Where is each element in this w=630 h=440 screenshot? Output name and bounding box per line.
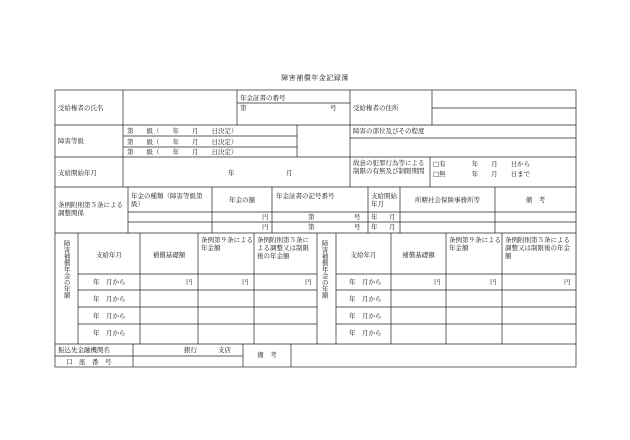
cert-go: 号 [330, 104, 337, 112]
from-row-right-1: 年 月から [349, 278, 382, 286]
adjust-start: 支給開始年月 [371, 192, 397, 208]
adjust-amount: 年金の額 [229, 196, 255, 204]
adjust-nen-1: 年 [371, 213, 378, 221]
start-nen: 年 [228, 169, 235, 177]
crime-limit-label: 故意の犯罪行為等による制限の有無及び制限期間 [353, 159, 425, 175]
en-right-art9: 円 [490, 278, 497, 286]
from-row-left-2: 年 月から [93, 295, 126, 303]
grade-line-1: 第 級（ 年 月 日決定） [127, 127, 238, 135]
bank-shiten: 支店 [218, 346, 231, 354]
en-left-suppl5: 円 [305, 278, 312, 286]
cert-dai: 第 [240, 104, 247, 112]
en-right-suppl5: 円 [564, 278, 571, 286]
from-row-right-3: 年 月から [349, 312, 382, 320]
adjust-nen-2: 年 [371, 223, 378, 231]
adjust-go-1: 号 [354, 213, 361, 221]
from-row-left-3: 年 月から [93, 312, 126, 320]
from-row-left-1: 年 月から [93, 278, 126, 286]
annual-label-right: 障害補償年金の年額 [320, 240, 329, 299]
recipient-name-label: 受給権者の氏名 [58, 104, 104, 112]
from-row-left-4: 年 月から [93, 329, 126, 337]
adjust-dai-2: 第 [308, 223, 315, 231]
en-right-base: 円 [434, 278, 441, 286]
start-tsuki: 月 [286, 169, 293, 177]
adjust-en-2: 円 [262, 223, 269, 231]
part-degree-label: 障害の部位及びその程度 [353, 127, 425, 135]
suppl5-right: 条例附則第５条による調整又は制限後の年金額 [505, 236, 570, 260]
adjust-dai-1: 第 [308, 213, 315, 221]
adjust-en-1: 円 [262, 213, 269, 221]
limit-without: □無 年 月 日まで [433, 170, 531, 178]
account-number-label: 口 座 番 号 [66, 358, 112, 366]
en-left-base: 円 [186, 278, 193, 286]
pay-month-left: 支給年月 [96, 251, 122, 259]
grade-label: 障害等級 [58, 137, 84, 145]
art9-right: 条例第９条による年金額 [449, 236, 501, 252]
annual-label-left: 障害補償年金の年額 [62, 240, 71, 299]
recipient-address-label: 受給権者の住所 [353, 104, 399, 112]
from-row-right-4: 年 月から [349, 329, 382, 337]
adjust-cert: 年金証書の記号番号 [276, 192, 335, 200]
suppl5-left: 条例附則第５条による調整又は制限後の年金額 [257, 236, 309, 260]
art9-left: 条例第９条による年金額 [201, 236, 253, 252]
grade-line-2: 第 級（ 年 月 日決定） [127, 138, 238, 146]
base-right: 補償基礎額 [402, 251, 435, 259]
bank-remarks: 備 考 [257, 351, 277, 359]
bank-ginko: 銀行 [184, 346, 197, 354]
cert-number-label: 年金証書の番号 [240, 94, 286, 102]
adjust-office: 所轄社会保険事務所等 [415, 196, 480, 204]
adjust-label: 条例附則第５条による調整関係 [58, 201, 123, 217]
from-row-right-2: 年 月から [349, 295, 382, 303]
base-left: 補償基礎額 [152, 251, 186, 259]
start-month-label: 支給開始年月 [58, 169, 97, 177]
adjust-tsuki-1: 月 [389, 213, 396, 221]
limit-with: □有 年 月 日から [433, 160, 531, 168]
adjust-kind: 年金の種類（障害等級第 級） [131, 192, 209, 208]
pay-month-right: 支給年月 [350, 251, 377, 259]
en-left-art9: 円 [242, 278, 249, 286]
adjust-go-2: 号 [354, 223, 361, 231]
bank-label: 振込先金融機関名 [58, 346, 110, 354]
grade-line-3: 第 級（ 年 月 日決定） [127, 148, 238, 156]
document-title: 障害補償年金記録簿 [281, 74, 349, 82]
adjust-remarks: 備 考 [525, 196, 546, 204]
adjust-tsuki-2: 月 [389, 223, 396, 231]
